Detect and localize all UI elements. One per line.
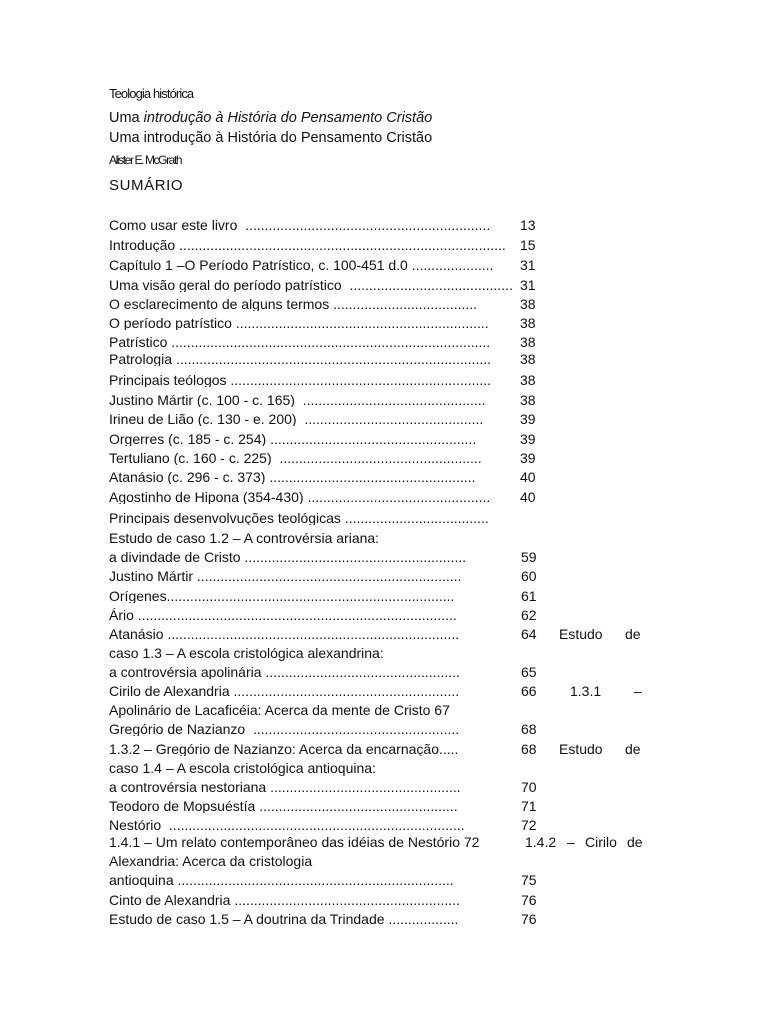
toc-entry-atanasio: Atanásio ........................................................................... <box>109 627 460 641</box>
toc-entry-title: antioquina <box>109 873 178 887</box>
toc-entry <box>109 432 519 446</box>
justified-word-dash: – <box>634 683 642 699</box>
case-study-1-2: Estudo de caso 1.2 – A controvérsia ariana: <box>109 530 380 546</box>
toc-entry <box>109 316 519 330</box>
toc-page-number: 38 <box>520 392 536 408</box>
toc-leader-dots: ....................................................................... <box>177 873 454 887</box>
toc-entry-title: Tertuliano (c. 160 - c. 225) <box>109 451 280 465</box>
toc-page-number: 13 <box>520 217 536 233</box>
toc-leader-dots: ............................................................................ <box>168 818 465 832</box>
toc-page-number: 38 <box>520 334 536 350</box>
toc-page-number: 71 <box>521 798 537 814</box>
toc-page-gregorio: 68 <box>521 721 537 737</box>
toc-entry-title: Orígenes <box>109 588 167 603</box>
toc-leader-dots: ..................... <box>411 258 494 272</box>
toc-page-number: 72 <box>521 817 537 833</box>
toc-entry-title: Atanásio (c. 296 - c. 373) <box>109 470 270 484</box>
toc-page-number: 15 <box>520 237 536 253</box>
subtitle-italic-line: Uma introdução à História do Pensamento Cristão <box>109 110 433 126</box>
toc-entry <box>109 218 519 232</box>
toc-page-cirilo: 66 <box>521 683 537 699</box>
toc-entry-title: Como usar este livro <box>109 218 246 232</box>
toc-leader-dots: .......................................................................... <box>166 588 455 603</box>
toc-entry-title: a controvérsia nestoriana <box>109 780 271 794</box>
toc-entry-title: Orgerres (c. 185 - c. 254) <box>109 432 271 446</box>
author-name: Alister E. McGrath <box>109 153 182 167</box>
toc-page-number: 38 <box>520 315 536 331</box>
toc-entry <box>109 393 519 407</box>
toc-leader-dots: ................................................................................. <box>175 352 491 366</box>
justified-word-estudo: Estudo <box>559 626 603 642</box>
justified-word-cirilo: Cirilo <box>585 834 617 850</box>
toc-entry-title: Patrístico <box>109 335 172 349</box>
toc-page-1-3-2: 68 <box>521 741 537 757</box>
toc-leader-dots: ......................................................... <box>244 550 467 564</box>
toc-page-number: 62 <box>521 606 537 623</box>
case-study-1-3: caso 1.3 – A escola cristológica alexandrina: <box>109 645 384 661</box>
toc-leader-dots: .................. <box>388 912 459 926</box>
toc-entry-title: a divindade de Cristo <box>109 550 245 564</box>
book-label: Teologia histórica <box>109 86 194 101</box>
toc-entry-title: Irineu de Lião (c. 130 - e. 200) <box>109 412 305 426</box>
toc-entry <box>109 352 519 366</box>
toc-entry <box>109 569 499 583</box>
toc-entry-gregorio: Gregório de Nazianzo ..................................................... <box>109 722 460 736</box>
toc-entry-title: Nestório <box>109 818 169 832</box>
toc-leader-dots: .......................................... <box>349 278 513 292</box>
justified-word-de-2: de <box>625 741 641 757</box>
toc-entry <box>109 780 499 794</box>
toc-entry <box>109 589 499 603</box>
toc-entry <box>109 490 519 504</box>
toc-entry <box>109 873 499 887</box>
justified-word-1-3-1: 1.3.1 <box>570 683 602 699</box>
justified-word-estudo-2: Estudo <box>559 741 603 757</box>
subtitle-plain-line: Uma introdução à História do Pensamento Cristão <box>109 130 433 146</box>
toc-entry-principais-desenvolvimentos: Principais desenvolvuções teológicas ..................................... <box>109 511 489 525</box>
toc-entry <box>109 550 499 564</box>
toc-entry <box>109 451 519 465</box>
toc-page-atanasio: 64 <box>521 626 537 642</box>
toc-leader-dots: .................................................................................. <box>171 335 491 349</box>
toc-page-number: 31 <box>520 257 536 273</box>
toc-page-number: 40 <box>520 469 536 485</box>
toc-entry <box>109 238 519 252</box>
toc-entry <box>109 297 519 311</box>
toc-page-number: 31 <box>520 277 536 293</box>
toc-entry <box>109 799 499 813</box>
justified-word-de-3: de <box>627 834 643 850</box>
toc-entry-title: O período patrístico <box>109 316 236 330</box>
toc-page-number: 40 <box>520 489 536 505</box>
toc-leader-dots: .................................................... <box>279 451 482 465</box>
toc-entry-title: Estudo de caso 1.5 – A doutrina da Trindade <box>109 912 389 926</box>
toc-entry <box>109 470 519 484</box>
contents-heading: SUMÁRIO <box>109 177 184 194</box>
toc-page-apolinaria: 65 <box>521 664 537 680</box>
toc-entry <box>109 818 499 832</box>
toc-entry-1-3-2: 1.3.2 – Gregório de Nazianzo: Acerca da encarnação..... <box>109 742 459 756</box>
toc-page-number: 59 <box>521 549 537 565</box>
toc-entry-title: Justino Mártir (c. 100 - c. 165) <box>109 393 303 407</box>
toc-leader-dots: .................................................................................... <box>179 238 506 252</box>
toc-leader-dots: .................................................................... <box>196 569 462 584</box>
toc-entry-title: Patrologia <box>109 352 176 366</box>
toc-leader-dots: ............................................................... <box>245 218 491 232</box>
toc-entry <box>109 258 519 272</box>
toc-leader-dots: ..................................... <box>333 297 478 311</box>
toc-entry-apolinaria: a controvérsia apolinária .................................................. <box>109 665 460 679</box>
toc-leader-dots: ................................................. <box>270 780 461 794</box>
justified-word-de: de <box>625 626 641 642</box>
toc-entry-title: Principais teólogos <box>109 373 231 387</box>
toc-entry-title: Capítulo 1 –O Período Patrístico, c. 100-451 d.0 <box>109 258 412 272</box>
case-study-1-4: caso 1.4 – A escola cristológica antioquina: <box>109 760 376 776</box>
toc-entry <box>109 608 499 622</box>
toc-leader-dots: ................................................................. <box>235 316 489 330</box>
toc-leader-dots: ............................................... <box>307 490 491 504</box>
justified-word-1-4-2: 1.4.2 <box>525 834 557 850</box>
toc-page-number: 76 <box>521 891 537 908</box>
toc-entry <box>109 278 519 292</box>
toc-entry <box>109 912 499 926</box>
toc-leader-dots: .......................................................... <box>234 892 460 907</box>
toc-entry-title: Cinto de Alexandria <box>109 892 235 907</box>
toc-leader-dots: .............................................. <box>304 412 484 426</box>
toc-leader-dots: ..................................................... <box>270 432 477 446</box>
toc-leader-dots: ............................................... <box>302 393 486 407</box>
toc-page-number: 75 <box>521 872 537 888</box>
toc-page-number: 61 <box>521 587 537 604</box>
toc-page-number: 39 <box>520 431 536 447</box>
toc-page-number: 70 <box>521 779 537 795</box>
entry-1-4-1: 1.4.1 – Um relato contemporâneo das idéias de Nestório 72 <box>109 834 480 850</box>
toc-entry <box>109 373 519 387</box>
toc-entry-title: Ário <box>109 607 138 622</box>
toc-entry-title: Uma visão geral do período patrístico <box>109 278 350 292</box>
alexandria-line: Alexandria: Acerca da cristologia <box>109 853 313 869</box>
justified-word-dash-2: – <box>567 834 575 850</box>
toc-entry <box>109 412 519 426</box>
toc-entry-title: Teodoro de Mopsuéstía <box>109 799 260 813</box>
toc-page-number: 60 <box>521 568 537 585</box>
apolinario-line: Apolinário de Lacaficéia: Acerca da mente de Cristo 67 <box>109 702 450 718</box>
toc-entry-title: Introdução <box>109 238 180 252</box>
toc-entry <box>109 893 499 907</box>
toc-entry-title: O esclarecimento de alguns termos <box>109 297 334 311</box>
toc-entry <box>109 335 519 349</box>
toc-page-number: 38 <box>520 296 536 312</box>
toc-page-number: 38 <box>520 372 536 388</box>
toc-entry-title: Agostinho de Hipona (354-430) <box>109 490 308 504</box>
toc-page-number: 38 <box>520 351 536 367</box>
toc-leader-dots: ................................................... <box>259 799 458 813</box>
toc-page-number: 76 <box>521 911 537 927</box>
toc-entry-cirilo: Cirilo de Alexandria .......................................................... <box>109 684 460 698</box>
toc-leader-dots: .................................................................................. <box>137 607 457 622</box>
toc-entry-title: Justino Mártir <box>109 569 197 584</box>
toc-page-number: 39 <box>520 450 536 466</box>
toc-leader-dots: ..................................................... <box>269 470 476 484</box>
toc-leader-dots: ................................................................... <box>230 373 492 387</box>
toc-page-number: 39 <box>520 411 536 427</box>
